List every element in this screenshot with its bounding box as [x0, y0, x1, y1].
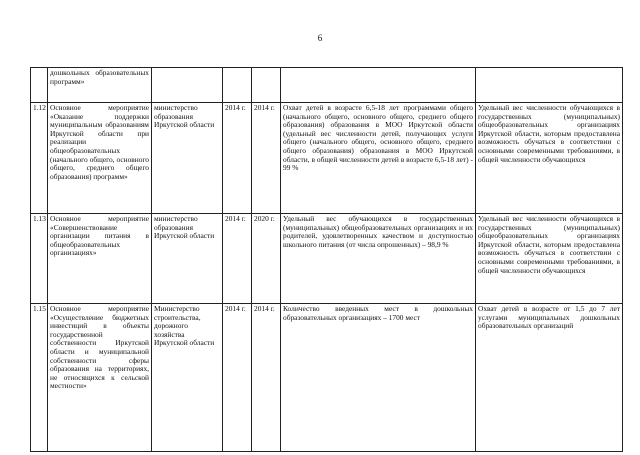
cell-start-year: 2014 г. — [223, 214, 252, 304]
cell-start-year — [223, 68, 252, 103]
cell-number — [31, 68, 48, 103]
cell-end-year — [252, 68, 281, 103]
cell-executor: министерство образования Иркутской области — [152, 103, 223, 214]
cell-executor: министерство образования Иркутской области — [152, 214, 223, 304]
cell-number: 1.15 — [31, 304, 48, 452]
table-row — [31, 103, 623, 214]
program-measures-table — [30, 67, 623, 452]
cell-indicator: Охват детей в возрасте от 1,5 до 7 лет услугами муниципальных дошкольных образовательных организаций — [476, 304, 623, 452]
cell-executor — [152, 68, 223, 103]
table-row — [31, 304, 623, 452]
cell-indicator: Удельный вес численности обучающихся в государственных (муниципальных) общеобразовательных организациях Иркутской области, которым предоставлена возможность обучаться в соответствии с основными современными требованиями, в общей численности обучающихся — [476, 103, 623, 214]
table-row-continuation — [31, 68, 623, 103]
cell-expected-result: Удельный вес обучающихся в государственных (муниципальных) общеобразовательных организациях и их родителей, удовлетворенных качеством и доступностью школьного питания (от числа опрошенных) – 98,9 % — [281, 214, 476, 304]
table-row — [31, 214, 623, 304]
cell-number: 1.13 — [31, 214, 48, 304]
cell-end-year: 2014 г. — [252, 103, 281, 214]
cell-expected-result: Охват детей в возрасте 6,5-18 лет программами общего (начального общего, основного общего, среднего общего образования) образования в МОО Иркутской области (удельный вес численности детей, получающих услуги общего (начального общего, основного общего, среднего общего образования) образования в МОО Иркутской области, в общей численности детей в возрасте 6,5-18 лет) - 99 % — [281, 103, 476, 214]
cell-end-year: 2020 г. — [252, 214, 281, 304]
cell-expected-result: Количество введенных мест в дошкольных образовательных организациях – 1700 мест — [281, 304, 476, 452]
cell-start-year: 2014 г. — [223, 304, 252, 452]
cell-start-year: 2014 г. — [223, 103, 252, 214]
cell-number: 1.12 — [31, 103, 48, 214]
cell-indicator — [476, 68, 623, 103]
cell-event: Основное мероприятие «Осуществление бюджетных инвестиций в объекты государственной собственности Иркутской области и муниципальной собственности сферы образования на территориях, не относящихся к сельской местности» — [48, 304, 152, 452]
cell-executor: Министерство строительства, дорожного хозяйства Иркутской области — [152, 304, 223, 452]
cell-event: дошкольных образовательных программ» — [48, 68, 152, 103]
cell-event: Основное мероприятие «Совершенствование организации питания в общеобразовательных организациях» — [48, 214, 152, 304]
cell-expected-result — [281, 68, 476, 103]
cell-end-year: 2014 г. — [252, 304, 281, 452]
page-number: 6 — [317, 33, 323, 43]
cell-indicator: Удельный вес численности обучающихся в государственных (муниципальных) общеобразовательных организациях Иркутской области, которым предоставлена возможность обучаться в соответствии с основными современными требованиями, в общей численности обучающихся — [476, 214, 623, 304]
cell-event: Основное мероприятие «Оказание поддержки муниципальным образованиям Иркутской области при реализации общеобразовательных (начального общего, основного общего, среднего общего образования) программ» — [48, 103, 152, 214]
